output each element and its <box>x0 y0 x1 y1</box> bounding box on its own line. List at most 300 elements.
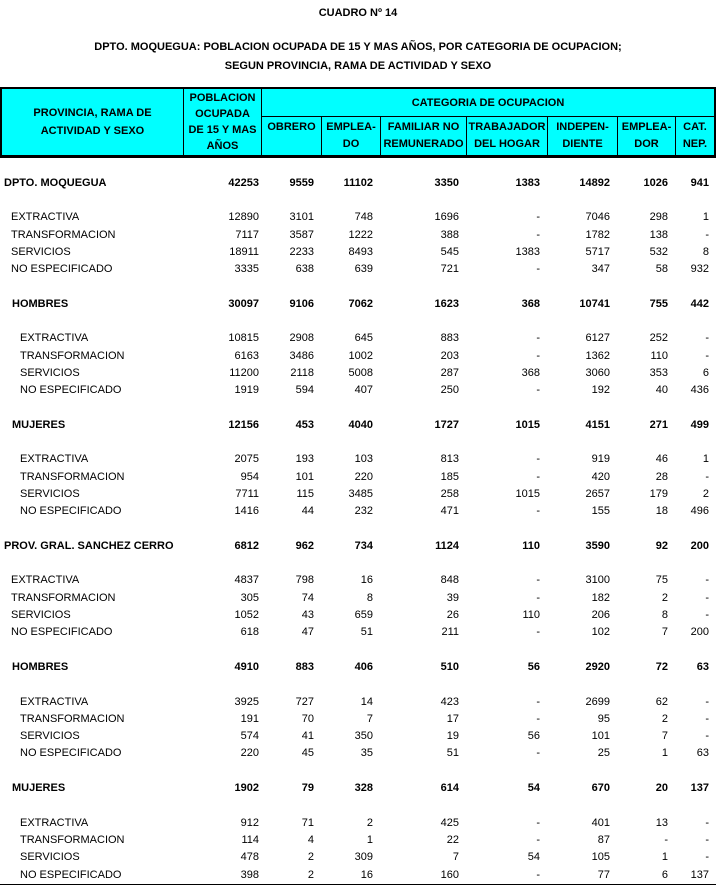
cell-value: 1416 <box>234 505 259 518</box>
table-header <box>0 87 716 158</box>
cell-value: - <box>536 747 540 760</box>
row-label: SERVICIOS <box>20 730 80 743</box>
cell-value: 39 <box>446 591 459 604</box>
cell-value: 11200 <box>229 366 259 379</box>
cell-value: 10741 <box>579 297 610 310</box>
spacer-row <box>0 191 716 208</box>
cell-value: 4040 <box>348 418 373 431</box>
header-line: DOR <box>634 138 659 150</box>
cell-value: 4910 <box>234 660 259 673</box>
cell-value: 3486 <box>289 349 314 362</box>
table-row <box>0 537 716 554</box>
table-row <box>0 347 716 364</box>
row-label: HOMBRES <box>12 297 69 310</box>
cell-value: 1052 <box>234 609 259 622</box>
header-line: EMPLEA- <box>621 121 672 133</box>
row-label: EXTRACTIVA <box>20 816 89 829</box>
cell-value: 932 <box>690 263 709 276</box>
cell-value: 12156 <box>228 418 259 431</box>
header-poblacion-line-3: DE 15 Y MAS <box>188 124 257 136</box>
cell-value: 436 <box>690 384 709 397</box>
cell-value: - <box>705 695 709 708</box>
cell-value: 200 <box>690 539 709 552</box>
header-line: FAMILIAR NO <box>387 121 460 133</box>
cell-value: 58 <box>655 263 668 276</box>
cell-value: 420 <box>591 470 610 483</box>
cell-value: 954 <box>240 470 259 483</box>
header-provincia-line-2: ACTIVIDAD Y SEXO <box>40 125 145 137</box>
cell-value: - <box>536 228 540 241</box>
row-label: NO ESPECIFICADO <box>20 384 122 397</box>
spacer-row <box>0 762 716 779</box>
cell-value: 9106 <box>289 297 314 310</box>
cell-value: 353 <box>649 366 668 379</box>
cell-value: 1 <box>366 833 373 846</box>
table-number-title: CUADRO Nº 14 <box>318 7 398 19</box>
cell-value: 2075 <box>234 453 259 466</box>
header-categoria-col-4 <box>548 117 618 155</box>
row-label: SERVICIOS <box>20 366 80 379</box>
cell-value: 962 <box>295 539 314 552</box>
cell-value: - <box>536 505 540 518</box>
cell-value: 3350 <box>434 176 459 189</box>
cell-value: 4837 <box>234 574 259 587</box>
cell-value: 1902 <box>234 782 259 795</box>
cell-value: - <box>536 349 540 362</box>
cell-value: 7 <box>661 730 668 743</box>
cell-value: 179 <box>649 487 668 500</box>
header-poblacion-line-1: POBLACION <box>189 92 256 104</box>
cell-value: - <box>536 574 540 587</box>
row-label: TRANSFORMACION <box>20 470 125 483</box>
cell-value: 77 <box>597 868 610 881</box>
table-row <box>0 330 716 347</box>
cell-value: 727 <box>295 695 314 708</box>
row-label: NO ESPECIFICADO <box>11 626 113 639</box>
cell-value: 271 <box>649 418 668 431</box>
cell-value: 1 <box>702 211 709 224</box>
row-label: SERVICIOS <box>20 487 80 500</box>
header-line: NEP. <box>682 138 708 150</box>
table-row <box>0 174 716 191</box>
cell-value: 42253 <box>228 176 259 189</box>
cell-value: 298 <box>649 211 668 224</box>
cell-value: 813 <box>440 453 459 466</box>
table-row <box>0 710 716 727</box>
cell-value: - <box>664 833 668 846</box>
cell-value: 1623 <box>434 297 459 310</box>
cell-value: 919 <box>591 453 610 466</box>
cell-value: 574 <box>240 730 259 743</box>
cell-value: 7 <box>452 851 459 864</box>
cell-value: 883 <box>440 332 459 345</box>
cell-value: - <box>705 591 709 604</box>
cell-value: 1026 <box>643 176 668 189</box>
cell-value: 8493 <box>348 245 373 258</box>
cell-value: 3060 <box>585 366 610 379</box>
table-subtitle <box>0 38 716 76</box>
cell-value: 1124 <box>435 539 459 552</box>
cell-value: 43 <box>301 609 314 622</box>
cell-value: - <box>536 591 540 604</box>
cell-value: - <box>536 868 540 881</box>
header-line: OBRERO <box>267 121 316 133</box>
cell-value: 347 <box>591 263 610 276</box>
cell-value: 1727 <box>434 418 459 431</box>
cell-value: 594 <box>295 384 314 397</box>
cell-value: 4 <box>307 833 314 846</box>
cell-value: 110 <box>650 349 668 362</box>
cell-value: 532 <box>649 245 668 258</box>
row-label: TRANSFORMACION <box>20 712 125 725</box>
cell-value: 63 <box>696 660 709 673</box>
cell-value: 7 <box>366 712 373 725</box>
cell-value: - <box>536 626 540 639</box>
cell-value: 1222 <box>348 228 373 241</box>
table-row <box>0 658 716 675</box>
table-row <box>0 745 716 762</box>
cell-value: 45 <box>301 747 314 760</box>
cell-value: 7062 <box>348 297 373 310</box>
cell-value: 398 <box>240 868 259 881</box>
row-label: SERVICIOS <box>11 245 71 258</box>
cell-value: 1015 <box>515 418 540 431</box>
cell-value: 25 <box>597 747 610 760</box>
table-row <box>0 295 716 312</box>
header-poblacion-line-4: AÑOS <box>206 140 239 152</box>
cell-value: - <box>705 816 709 829</box>
cell-value: 200 <box>690 626 709 639</box>
row-label: EXTRACTIVA <box>20 332 89 345</box>
table-row <box>0 416 716 433</box>
cell-value: 56 <box>527 730 540 743</box>
cell-value: 734 <box>354 539 373 552</box>
row-label: SERVICIOS <box>20 851 80 864</box>
cell-value: 309 <box>354 851 373 864</box>
row-label: SERVICIOS <box>11 609 71 622</box>
cell-value: 54 <box>527 851 540 864</box>
spacer-row <box>0 641 716 658</box>
row-label: EXTRACTIVA <box>20 695 89 708</box>
cell-value: 44 <box>301 505 314 518</box>
cell-value: - <box>705 730 709 743</box>
cell-value: 3100 <box>585 574 610 587</box>
row-label: MUJERES <box>12 782 66 795</box>
cell-value: 1015 <box>515 487 540 500</box>
cell-value: 14892 <box>579 176 610 189</box>
row-label: DPTO. MOQUEGUA <box>4 176 107 189</box>
cell-value: 659 <box>354 609 373 622</box>
cell-value: 5717 <box>585 245 610 258</box>
header-categoria-col-5 <box>618 117 676 155</box>
cell-value: 8 <box>661 609 668 622</box>
cell-value: 3590 <box>585 539 610 552</box>
table-row <box>0 606 716 623</box>
cell-value: 1362 <box>585 349 610 362</box>
cell-value: 211 <box>441 626 459 639</box>
row-label: TRANSFORMACION <box>20 349 125 362</box>
cell-value: 137 <box>690 868 709 881</box>
cell-value: 18911 <box>229 245 259 258</box>
cell-value: 258 <box>440 487 459 500</box>
table-row <box>0 243 716 260</box>
row-label: NO ESPECIFICADO <box>11 263 113 276</box>
cell-value: 614 <box>440 782 459 795</box>
cell-value: - <box>705 574 709 587</box>
cell-value: - <box>705 833 709 846</box>
cell-value: 638 <box>295 263 314 276</box>
cell-value: 1 <box>661 851 668 864</box>
cell-value: 2699 <box>585 695 610 708</box>
row-label: HOMBRES <box>12 660 69 673</box>
table-row <box>0 364 716 381</box>
header-line: DIENTE <box>562 138 603 150</box>
cell-value: - <box>705 851 709 864</box>
row-label: EXTRACTIVA <box>20 453 89 466</box>
cell-value: - <box>536 816 540 829</box>
cell-value: 368 <box>521 366 540 379</box>
table-row <box>0 503 716 520</box>
table-row <box>0 226 716 243</box>
cell-value: 16 <box>360 868 373 881</box>
spacer-row <box>0 312 716 329</box>
cell-value: 6 <box>661 868 668 881</box>
cell-value: 1696 <box>434 211 459 224</box>
cell-value: 2657 <box>585 487 610 500</box>
table-row <box>0 849 716 866</box>
header-categoria-group <box>262 89 714 155</box>
spacer-row <box>0 278 716 295</box>
cell-value: - <box>705 609 709 622</box>
cell-value: - <box>536 211 540 224</box>
cell-value: 423 <box>440 695 459 708</box>
cell-value: 1782 <box>585 228 610 241</box>
cell-value: 30097 <box>228 297 259 310</box>
cell-value: 138 <box>649 228 668 241</box>
cell-value: 3925 <box>234 695 259 708</box>
cell-value: 137 <box>690 782 709 795</box>
header-categoria-col-3 <box>467 117 548 155</box>
cell-value: 252 <box>649 332 668 345</box>
cell-value: 368 <box>521 297 540 310</box>
cell-value: 28 <box>655 470 668 483</box>
cell-value: 848 <box>440 574 459 587</box>
cell-value: 453 <box>295 418 314 431</box>
cell-value: - <box>536 263 540 276</box>
cell-value: 17 <box>446 712 459 725</box>
cell-value: 206 <box>591 609 610 622</box>
cell-value: 19 <box>446 730 459 743</box>
cell-value: 191 <box>240 712 259 725</box>
cell-value: 47 <box>301 626 314 639</box>
header-line: EMPLEA- <box>326 121 376 133</box>
cell-value: 941 <box>690 176 709 189</box>
header-provincia-line-1: PROVINCIA, RAMA DE <box>33 107 152 119</box>
cell-value: - <box>705 349 709 362</box>
header-poblacion-line-2: OCUPADA <box>195 108 250 120</box>
cell-value: 115 <box>296 487 314 500</box>
table-row <box>0 451 716 468</box>
cell-value: - <box>536 712 540 725</box>
cell-value: 2 <box>702 487 709 500</box>
table-row <box>0 814 716 831</box>
cell-value: 6127 <box>585 332 610 345</box>
header-categoria-title: CATEGORIA DE OCUPACION <box>262 89 714 117</box>
cell-value: - <box>536 332 540 345</box>
cell-value: 12890 <box>228 211 259 224</box>
cell-value: 442 <box>690 297 709 310</box>
cell-value: 2118 <box>290 366 314 379</box>
cell-value: 8 <box>702 245 709 258</box>
cell-value: 54 <box>527 782 540 795</box>
cell-value: 26 <box>446 609 459 622</box>
cell-value: 11102 <box>343 176 373 189</box>
cell-value: 4151 <box>585 418 610 431</box>
cell-value: 1 <box>702 453 709 466</box>
header-line: DEL HOGAR <box>474 138 540 150</box>
cell-value: 2 <box>661 591 668 604</box>
cell-value: 18 <box>655 505 668 518</box>
cell-value: 14 <box>360 695 373 708</box>
cell-value: 56 <box>527 660 540 673</box>
cell-value: 71 <box>301 816 314 829</box>
cell-value: 203 <box>440 349 459 362</box>
cell-value: 63 <box>696 747 709 760</box>
table-row <box>0 382 716 399</box>
cell-value: 350 <box>354 730 373 743</box>
cell-value: 62 <box>655 695 668 708</box>
cell-value: 75 <box>655 574 668 587</box>
cell-value: - <box>536 453 540 466</box>
row-label: NO ESPECIFICADO <box>20 868 122 881</box>
cell-value: 406 <box>354 660 373 673</box>
cell-value: 2 <box>661 712 668 725</box>
cell-value: 79 <box>301 782 314 795</box>
cell-value: 101 <box>591 730 610 743</box>
cell-value: 40 <box>655 384 668 397</box>
cell-value: 1 <box>661 747 668 760</box>
cell-value: 70 <box>301 712 314 725</box>
cell-value: 407 <box>354 384 373 397</box>
cell-value: 9559 <box>289 176 314 189</box>
row-label: PROV. GRAL. SANCHEZ CERRO <box>4 539 174 552</box>
cell-value: 102 <box>591 626 610 639</box>
table-row <box>0 779 716 796</box>
table-row <box>0 260 716 277</box>
cell-value: 1002 <box>348 349 373 362</box>
table-row <box>0 468 716 485</box>
cell-value: 618 <box>240 626 259 639</box>
cell-value: 645 <box>354 332 373 345</box>
cell-value: - <box>705 470 709 483</box>
cell-value: 103 <box>354 453 373 466</box>
cell-value: 425 <box>440 816 459 829</box>
subtitle-line-2: SEGUN PROVINCIA, RAMA DE ACTIVIDAD Y SEXO <box>224 60 492 72</box>
cell-value: 10815 <box>228 332 259 345</box>
header-line: DO <box>342 138 360 150</box>
cell-value: 110 <box>522 609 540 622</box>
cell-value: 155 <box>591 505 610 518</box>
cell-value: 101 <box>295 470 314 483</box>
table-row <box>0 728 716 745</box>
row-label: NO ESPECIFICADO <box>20 747 122 760</box>
cell-value: 6163 <box>234 349 259 362</box>
cell-value: 105 <box>591 851 610 864</box>
spacer-row <box>0 676 716 693</box>
cell-value: 110 <box>522 539 540 552</box>
cell-value: 22 <box>446 833 459 846</box>
cell-value: 2 <box>307 868 314 881</box>
header-categoria-col-0 <box>262 117 322 155</box>
cell-value: 185 <box>440 470 459 483</box>
cell-value: 1383 <box>515 176 540 189</box>
cell-value: - <box>705 228 709 241</box>
cell-value: 510 <box>440 660 459 673</box>
cell-value: 41 <box>301 730 314 743</box>
cell-value: 2920 <box>585 660 610 673</box>
row-label: EXTRACTIVA <box>11 574 80 587</box>
cell-value: 95 <box>597 712 610 725</box>
cell-value: 160 <box>440 868 459 881</box>
header-categoria-subrow <box>262 117 714 155</box>
header-provincia-cell <box>2 89 184 155</box>
cell-value: 496 <box>690 505 709 518</box>
row-label: TRANSFORMACION <box>11 228 116 241</box>
table-row <box>0 624 716 641</box>
cell-value: 7117 <box>235 228 259 241</box>
cell-value: 478 <box>240 851 259 864</box>
cell-value: - <box>536 695 540 708</box>
cell-value: 6812 <box>234 539 259 552</box>
row-label: NO ESPECIFICADO <box>20 505 122 518</box>
header-line: TRABAJADOR <box>468 121 546 133</box>
cell-value: - <box>705 332 709 345</box>
spacer-row <box>0 555 716 572</box>
cell-value: 401 <box>591 816 610 829</box>
cell-value: 3101 <box>289 211 314 224</box>
cell-value: 545 <box>440 245 459 258</box>
table-row <box>0 831 716 848</box>
subtitle-line-1: DPTO. MOQUEGUA: POBLACION OCUPADA DE 15 Y MAS AÑOS, POR CATEGORIA DE OCUPACION; <box>94 41 622 53</box>
cell-value: 721 <box>440 263 459 276</box>
table-row <box>0 209 716 226</box>
cell-value: - <box>536 384 540 397</box>
cell-value: 3335 <box>234 263 259 276</box>
cell-value: 912 <box>240 816 259 829</box>
cell-value: 798 <box>295 574 314 587</box>
cell-value: 2 <box>307 851 314 864</box>
cell-value: 46 <box>655 453 668 466</box>
cell-value: 250 <box>440 384 459 397</box>
cell-value: 1383 <box>515 245 540 258</box>
cell-value: 182 <box>591 591 610 604</box>
cell-value: 114 <box>241 833 259 846</box>
header-line: INDEPEN- <box>556 121 609 133</box>
cell-value: - <box>536 833 540 846</box>
cell-value: 51 <box>360 626 373 639</box>
cell-value: 192 <box>591 384 610 397</box>
cell-value: 2233 <box>289 245 314 258</box>
cell-value: 471 <box>440 505 459 518</box>
cell-value: 92 <box>655 539 668 552</box>
table-row <box>0 572 716 589</box>
row-label: TRANSFORMACION <box>20 833 125 846</box>
cell-value: 232 <box>354 505 373 518</box>
cell-value: 755 <box>649 297 668 310</box>
cell-value: 7046 <box>585 211 610 224</box>
cell-value: - <box>536 470 540 483</box>
cell-value: 2908 <box>289 332 314 345</box>
